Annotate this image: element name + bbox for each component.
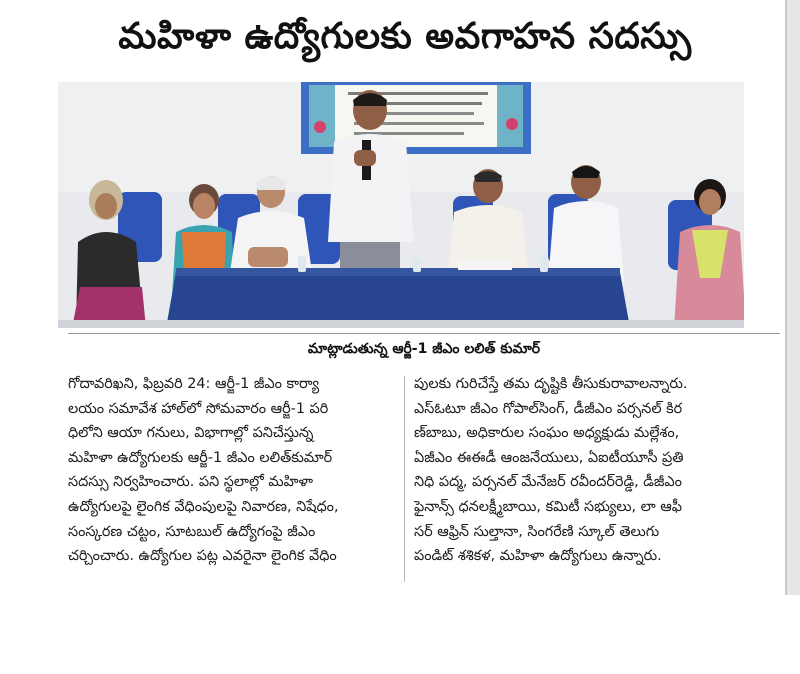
article-line: ఫైనాన్స్ ధనలక్ష్మీబాయి, కమిటీ సభ్యులు, లా ఆఫీ (414, 498, 682, 515)
article-line: ణ్‌బాబు, అధికారుల సంఘం అధ్యక్షుడు మల్లేశం, (414, 425, 680, 442)
page-edge (787, 0, 800, 595)
headline: మహిళా ఉద్యోగులకు అవగాహన సదస్సు (118, 16, 692, 57)
article-line: సంస్కరణ చట్టం, సూటబుల్ ఉద్యోగంపై జీఎం (68, 523, 316, 540)
article-line: చర్చించారు. ఉద్యోగుల పట్ల ఎవరైనా లైంగిక వేధిం (68, 548, 337, 565)
photo-caption: మాట్లాడుతున్న ఆర్జీ-1 జీఎం లలిత్ కుమార్ (307, 340, 541, 357)
article-right-column (414, 372, 754, 569)
article-line: ధిలోని ఆయా గనులు, విభాగాల్లో పనిచేస్తున్న (68, 425, 314, 442)
news-photo (58, 82, 744, 328)
article-line: గోదావరిఖని, ఫిబ్రవరి 24: ఆర్జీ-1 జీఎం కార్యా (68, 376, 320, 392)
article-line: లయం సమావేశ హాల్‌లో సోమవారం ఆర్జీ-1 పరి (68, 400, 329, 417)
article-line: మహిళా ఉద్యోగులకు ఆర్జీ-1 జీఎం లలిత్‌కుమార్ (68, 449, 333, 466)
article-line: పులకు గురిచేస్తే తమ దృష్టికి తీసుకురావాలన్నారు. (414, 376, 688, 392)
article-line: సర్ ఆఫ్రిన్ సుల్తానా, సింగరేణి స్కూల్ తెలుగు (414, 523, 660, 540)
article-line: ఎస్ఓటూ జీఎం గోపాల్‌సింగ్, డీజీఎం పర్సనల్ కిర (414, 400, 683, 417)
meeting-photo-illustration (58, 82, 744, 328)
article-line: నిధి పద్మ, పర్సనల్ మేనేజర్ రవీందర్‌రెడ్డి, డీజీఎం (414, 474, 682, 491)
caption-rule (68, 333, 780, 334)
article-line: ఉద్యోగులపై లైంగిక వేధింపులపై నివారణ, నిషేధం, (68, 498, 339, 515)
article-line: సదస్సు నిర్వహించారు. పని స్థలాల్లో మహిళా (68, 474, 313, 491)
article-line: ఏజీఎం ఈఈడీ ఆంజనేయులు, ఏఐటీయూసీ ప్రతి (414, 449, 684, 466)
article-left-column (68, 372, 408, 569)
article-line: పండిట్ శశికళ, మహిళా ఉద్యోగులు ఉన్నారు. (414, 548, 662, 565)
column-divider (404, 376, 405, 582)
